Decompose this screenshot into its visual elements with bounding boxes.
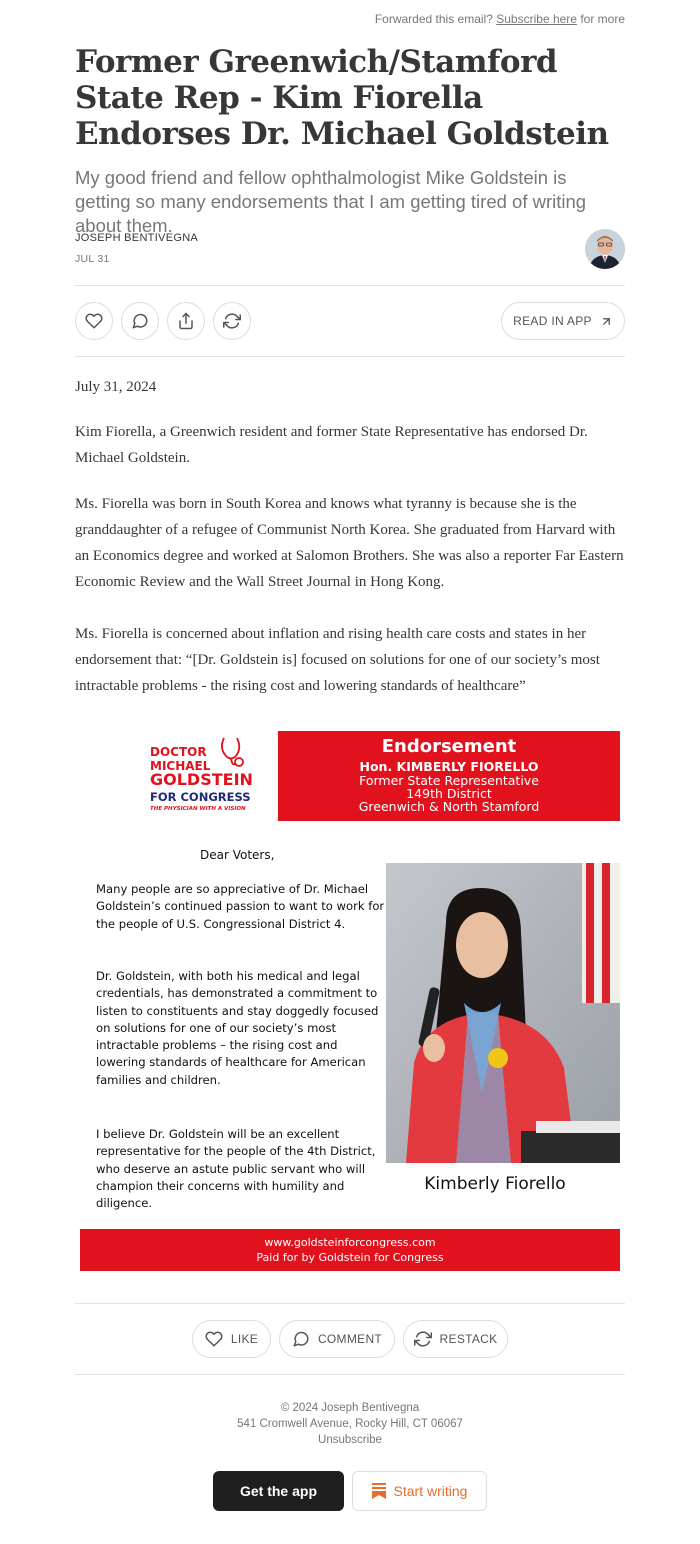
campaign-logo xyxy=(150,734,270,818)
comment-button[interactable] xyxy=(121,302,159,340)
unsubscribe-link-text[interactable]: Unsubscribe xyxy=(318,1434,382,1446)
comment-icon xyxy=(131,312,149,330)
letter-paragraph: Many people are so appreciative of Dr. Michael Goldstein’s continued passion to want to work for the people of U.S. Congressional District 4. xyxy=(96,882,385,931)
start-writing-label: Start writing xyxy=(393,1483,468,1499)
get-app-button[interactable] xyxy=(213,1471,344,1511)
logo-line: FOR CONGRESS xyxy=(150,790,251,804)
like-button[interactable] xyxy=(192,1320,271,1358)
like-button[interactable] xyxy=(75,302,113,340)
logo-line: DOCTOR xyxy=(150,745,207,759)
like-label: LIKE xyxy=(230,1332,259,1346)
article-paragraph: Kim Fiorella, a Greenwich resident and former State Representative has endorsed Dr. Michael Goldstein. xyxy=(75,424,588,466)
letter-paragraph: Dr. Goldstein, with both his medical and legal credentials, has demonstrated a commitment to listen to constituents and stay doggedly focused on solutions for one of our society’s most intractable problems – the rising cost and lowering standards of healthcare for American families and children. xyxy=(96,969,379,1087)
post-subtitle: My good friend and fellow ophthalmologist Mike Goldstein is getting so many endorsements that I am getting tired of writing about them. xyxy=(75,167,587,236)
author-avatar[interactable] xyxy=(585,229,625,269)
copyright: © 2024 Joseph Bentivegna xyxy=(280,1402,420,1414)
banner-role: Former State Representative xyxy=(359,773,539,788)
paid-for-notice: Paid for by Goldstein for Congress xyxy=(256,1251,444,1264)
restack-icon xyxy=(414,1330,432,1348)
photo-caption: Kimberly Fiorello xyxy=(424,1174,566,1194)
forwarded-notice xyxy=(375,12,625,26)
letter-salutation: Dear Voters, xyxy=(200,848,275,862)
forwarded-prefix: Forwarded this email? xyxy=(374,12,493,26)
read-in-app-button[interactable] xyxy=(501,302,625,340)
stethoscope-icon xyxy=(216,736,246,772)
article-paragraph: Ms. Fiorella was born in South Korea and knows what tyranny is because she is the granddaughter of a refugee of Communist North Korea. She graduated from Harvard with an Economics degree and worked at Salomon Brothers. She was also a reporter Far Eastern Economic Review and the Wall Street Journal in Hong Kong. xyxy=(75,496,624,590)
endorsement-banner xyxy=(278,731,620,821)
banner-name: Hon. KIMBERLY FIORELLO xyxy=(359,759,539,774)
unsubscribe-link xyxy=(75,1432,625,1448)
restack-icon xyxy=(223,312,241,330)
restack-button[interactable] xyxy=(213,302,251,340)
article-paragraph: Ms. Fiorella is concerned about inflation and rising health care costs and states in her endorsement that: “[Dr. Goldstein is] focused on solutions for one of our society’s most intractable problems - the rising cost and lowering standards of healthcare” xyxy=(75,626,600,694)
subscribe-link[interactable]: Subscribe here xyxy=(496,12,577,26)
comment-label: COMMENT xyxy=(317,1332,383,1346)
divider xyxy=(75,1303,625,1304)
author-name[interactable]: JOSEPH BENTIVEGNA xyxy=(75,232,199,244)
share-button[interactable] xyxy=(167,302,205,340)
post-date: JUL 31 xyxy=(75,253,110,265)
logo-line: MICHAEL xyxy=(150,759,211,773)
comment-icon xyxy=(292,1330,310,1348)
arrow-up-right-icon xyxy=(600,315,613,328)
banner-district: 149th District xyxy=(406,786,492,801)
restack-label: RESTACK xyxy=(439,1332,498,1346)
endorser-photo xyxy=(386,863,620,1163)
share-icon xyxy=(177,312,195,330)
letter-paragraph: I believe Dr. Goldstein will be an excellent representative for the people of the 4th District, who deserve an astute public servant who will champion their concerns with humility and diligence. xyxy=(96,1127,376,1211)
get-app-label: Get the app xyxy=(239,1483,317,1499)
banner-area: Greenwich & North Stamford xyxy=(358,799,540,814)
comment-button[interactable] xyxy=(279,1320,395,1358)
start-writing-button[interactable] xyxy=(352,1471,487,1511)
logo-tagline: THE PHYSICIAN WITH A VISION xyxy=(150,806,246,812)
banner-title: Endorsement xyxy=(381,736,517,757)
forwarded-suffix: for more xyxy=(580,12,625,26)
divider xyxy=(75,1374,625,1375)
read-in-app-label: READ IN APP xyxy=(513,314,592,328)
heart-icon xyxy=(85,312,103,330)
article-dateline: July 31, 2024 xyxy=(75,379,157,395)
divider xyxy=(75,285,625,286)
endorsement-graphic xyxy=(80,724,620,1272)
postal-address: 541 Cromwell Avenue, Rocky Hill, CT 06067 xyxy=(237,1418,463,1430)
restack-button[interactable] xyxy=(403,1320,508,1358)
campaign-footer xyxy=(80,1229,620,1271)
divider xyxy=(75,356,625,357)
campaign-url: www.goldsteinforcongress.com xyxy=(264,1236,436,1249)
substack-logo-icon xyxy=(372,1483,386,1499)
heart-icon xyxy=(205,1330,223,1348)
post-title: Former Greenwich/Stamford State Rep - Kim Fiorella Endorses Dr. Michael Goldstein xyxy=(75,44,609,152)
logo-line: GOLDSTEIN xyxy=(150,770,253,789)
